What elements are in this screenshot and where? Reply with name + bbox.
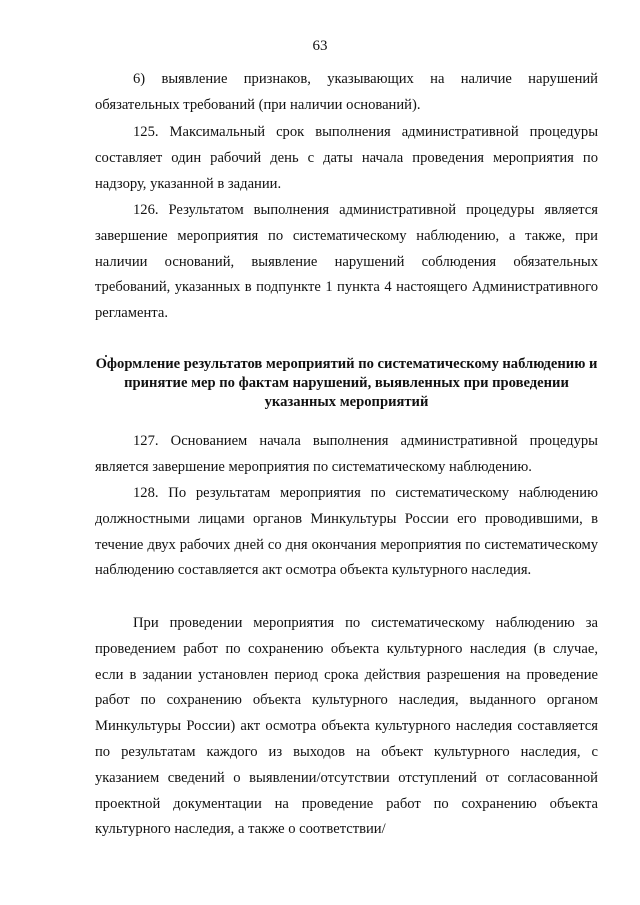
paragraph-128: 128. По результатам мероприятия по систематическому наблюдению должностными лицами органов Минкультуры России его проводившими, в течение двух рабочих дней со дня окончания мероприятия по систематическому наблюдению составляется акт осмотра объекта культурного наследия.: [95, 485, 598, 579]
page-number: 63: [312, 38, 328, 54]
paragraph-125: 125. Максимальный срок выполнения административной процедуры составляет один рабочий день с даты начала проведения мероприятия по надзору, указанной в задании.: [95, 124, 598, 192]
paragraph-inspection-details: При проведении мероприятия по систематическому наблюдению за проведением работ по сохранению объекта культурного наследия (в случае, если в задании установлен период срока действия разрешения на проведение работ по сохранению объекта культурного наследия, выданного органом Минкультуры России) акт осмотра объекта культурного наследия составляется по результатам каждого из выходов на объект культурного наследия, с указанием сведений о выявлении/отсутствии отступлений от согласованной проектной документации на проведение работ по сохранению объекта культурного наследия, а также о соответствии/: [95, 615, 598, 838]
paragraph-126: 126. Результатом выполнения административной процедуры является завершение мероприятия по систематическому наблюдению, а также, при наличии оснований, выявление нарушений соблюдения обязательных требований, указанных в подпункте 1 пункта 4 настоящего Административного регламента.: [95, 202, 598, 322]
paragraph-127: 127. Основанием начала выполнения административной процедуры является завершение мероприятия по систематическому наблюдению.: [95, 433, 598, 475]
section-heading: Оформление результатов мероприятий по систематическому наблюдению и принятие мер по фактам нарушений, выявленных при проведении указанных мероприятий: [95, 356, 598, 410]
paragraph-item-6: 6) выявление признаков, указывающих на наличие нарушений обязательных требований (при наличии оснований).: [95, 71, 598, 113]
